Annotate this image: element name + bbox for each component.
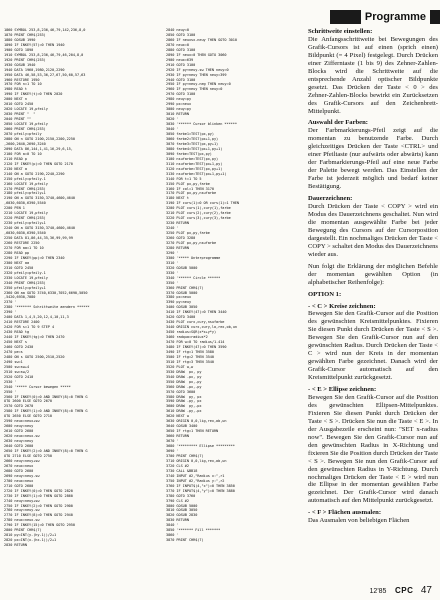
code-line: 2820 px=INT(x-(hx-1))/2+1 xyxy=(4,538,57,543)
code-line: 2000 NEXT n xyxy=(4,97,27,102)
code-line: 3170 PLOT px,py,nsufarbe xyxy=(166,191,217,196)
code-line: 3780 GOTO 3760 xyxy=(166,493,196,498)
code-line: 3420 GOTO 3400 xyxy=(166,315,196,320)
code-line: 1900 GOTO 1890 xyxy=(4,47,34,52)
code-line: 2740 neuy=neuy+sw xyxy=(4,498,40,503)
code-line: OTO 2710 ELSE GOTO 2750 xyxy=(4,453,52,458)
code-line: 2830 RETURN xyxy=(4,543,27,548)
code-line: 2580 IF INKEY(1)=0 AND INKEY(8)=0 THEN G xyxy=(4,409,88,414)
code-line: 3790 CLS #2 xyxy=(166,498,189,503)
code-line: 2370 ' xyxy=(4,300,17,305)
code-line: 2310 GOTO 2450 xyxy=(4,265,34,270)
code-line: 3530 DRAW px, py xyxy=(166,369,202,374)
issue-date: 12'85 xyxy=(369,588,387,595)
code-line: 2330 LOCATE 19,pfeily xyxy=(4,275,48,280)
kreise-paragraph: Bewegen Sie den Grafik-Cursor auf die Position des gewünschten Kreismittelpunktes. Fixieren Sie diesen Punkt durch Drücken der Taste < S >. Bewegen Sie den Grafik-Cursor nun auf den gewünschten Radius. Durch Drücken der Taste < C > wird nun der Kreis in der momentan gewählten Farbe gezeichnet. Danach wird der Grafik-Cursor automatisch auf den Kreismittelpunkt zurückgesetzt. xyxy=(308,310,438,382)
code-line: 1980 READ t xyxy=(4,87,27,92)
code-line: 2200 PEN 1 xyxy=(4,206,25,211)
code-line: 1950 DATA 46,58,53,36,27,67,50,60,57,63 xyxy=(4,72,86,77)
code-line: 3310 ' xyxy=(166,260,179,265)
code-line: 3810 GOSUB 3050 xyxy=(166,508,198,513)
code-line: 3150 PLOT px,py,farbe xyxy=(166,181,210,186)
code-line: 2790 IF INKEY(15)=0 THEN GOTO 2950 xyxy=(4,523,75,528)
code-line: 1960 RESTORE 1950 xyxy=(4,77,40,82)
code-line: 3460 radqua=radius*2 xyxy=(166,335,208,340)
code-line: 2020 LOCATE 19,pfeily xyxy=(4,107,48,112)
code-line: 3620 NEXT w xyxy=(166,414,189,419)
code-line: 3230 RETURN xyxy=(166,221,189,226)
code-line: 3270 PLOT px,py,nsufarbe xyxy=(166,240,217,245)
code-line: 2070 pfeily=pfeily xyxy=(4,132,42,137)
code-line: 3070 farbe3=TEST(px,py+1) xyxy=(166,141,219,146)
code-line: 2550 ' xyxy=(4,389,17,394)
code-line: 2520 GOTO 2410 xyxy=(4,374,34,379)
code-line: 2340 PRINT CHR$(253) xyxy=(4,280,46,285)
code-line: 2060 PRINT CHR$(253) xyxy=(4,127,46,132)
code-line: 1870 PRINT CHR$(253) xyxy=(4,32,46,37)
code-line: 3520 PLOT w,w xyxy=(166,364,194,369)
code-line: 2080 ON n GOTO 2100,2150,2200,2250 xyxy=(4,136,75,141)
listing-column-right xyxy=(166,28,304,584)
code-line: 3860 ' xyxy=(166,533,179,538)
code-line: 2850 GOTO 3100 xyxy=(166,32,196,37)
code-line: 3410 IF INKEY(47)=0 THEN 3440 xyxy=(166,310,227,315)
code-line: 2770 IF INKEY(8)=0 THEN GOTO 2940 xyxy=(4,513,73,518)
code-line: ,5420,6930,7080 xyxy=(4,295,36,300)
code-line: 2560 IF INKEY(0)=0 AND INKEY(8)=0 THEN G xyxy=(4,394,88,399)
code-line: 2640 GOTO 2600 xyxy=(4,444,34,449)
dauer-heading: Dauerzeichnen: xyxy=(308,195,353,203)
ellipse-paragraph: Bewegen Sie den Grafik-Cursor auf die Position des gewünschten Ellipsen-Mittelpunktes. Fixieren Sie diesen Punkt durch Drücken der Taste < S >. Drücken Sie nun die Taste < E >. In der Ausgabezeile erscheint nun: "SET x-radius now". Bewegen Sie den Grafik-Cursor nun auf den gewünschten Radius in X-Richtung und fixieren Sie die Position durch Drücken der Taste < S >. Bewegen Sie nun den Grafik-Cursor auf den gewünschten Radius in Y-Richtung. Durch nochmaliges Drücken der Taste < E > wird nun die Ellipse in der momentan gewählten Farbe gezeichnet. Der Grafik-Cursor wird danach automatisch auf den Mittelpunkt zurückgesetzt. xyxy=(308,393,438,505)
code-line: 3550 DRAW px,-py xyxy=(166,379,202,384)
code-line: 3180 NEXT t xyxy=(166,196,189,201)
code-line: 3600 DRAW py,-px xyxy=(166,404,202,409)
article-column xyxy=(308,28,438,584)
colors-heading: Auswahl der Farben: xyxy=(308,119,368,127)
code-line: 2940 GOTO 3100 xyxy=(166,77,196,82)
code-line: 3280 RETURN xyxy=(166,245,189,250)
code-line: 3260 GOTO 3280 xyxy=(166,236,196,241)
code-line: 3590 DRAW -py, px xyxy=(166,399,202,404)
code-line: 2120 IF INKEY(p)=0 THEN GOTO 2170 xyxy=(4,161,73,166)
code-line: 2680 GOTO 2600 xyxy=(4,468,34,473)
code-line: 2420 FOR s=1 TO 9 STEP 4 xyxy=(4,325,55,330)
code-line: 3760 IF INPUT$(4,"x")=0 THEN 3850 xyxy=(166,483,235,488)
code-line: 3010 RETURN xyxy=(166,112,189,117)
code-line: 3340 '****** Circle ****** xyxy=(166,275,221,280)
code-line: 3650 IF rtg=1 THEN RETURN xyxy=(166,429,219,434)
code-line: 2140 ON a GOTO 2190,2240,2290 xyxy=(4,171,65,176)
dauer-paragraph: Durch Drücken der Taste < COPY > wird ein Modus des Dauerzeichnens geschaltet. Nun wird die momentan ausgewählte Farbe bei jeder Bewegung des Cursors auf der Cursorposition dargestellt. Ein nochmaliges Drücken der Taste < COPY > schaltet den Modus des Dauerzeichnens wieder aus. xyxy=(308,203,438,258)
code-line: 3560 DRAW -px,-py xyxy=(166,384,202,389)
code-line: 3580 DRAW py, px xyxy=(166,394,202,399)
code-line: 2570 GOTO 2670 xyxy=(4,404,34,409)
code-line: 2620 neux=neux-sw xyxy=(4,434,40,439)
code-line: 2280 READ pp xyxy=(4,250,30,255)
code-line: 2750 IF INKEY(2)=0 THEN GOTO 2900 xyxy=(4,503,73,508)
code-line: 2480 ON s GOTO 2500,2510,2520 xyxy=(4,354,65,359)
code-line: 3390 py=neuy xyxy=(166,300,192,305)
code-line: 3640 GOSUB 3400 xyxy=(166,424,198,429)
code-line: 3050 farbe1=TEST(px,py) xyxy=(166,132,214,137)
code-line: 2630 neuy=neuy xyxy=(4,439,34,444)
code-line: 2530 ' xyxy=(4,379,17,384)
fill-paragraph: Das Ausmalen von beliebigen Flächen xyxy=(308,517,410,525)
code-line: 3690 ' xyxy=(166,449,179,454)
code-line: 2710 GOTO 2600 xyxy=(4,483,34,488)
code-line: 2220 PRINT CHR$(253) xyxy=(4,216,46,221)
code-line: 2920 IF py<neuy-sw THEN neuy=0 xyxy=(166,67,229,72)
code-line: 1940 DATA 1960,1980,2120,2290 xyxy=(4,67,65,72)
code-line: 1880 GOSUB 1990 xyxy=(4,37,36,42)
code-line: 3540 DRAW -px, py xyxy=(166,374,202,379)
code-line: 2780 neux=neux-sw xyxy=(4,518,40,523)
code-line: 3110 nsufarbe=TEST(px+1,py) xyxy=(166,161,223,166)
code-line: 2720 IF INKEY(0)=0 THEN GOTO 2820 xyxy=(4,488,73,493)
code-line: 2360 ON aa GOTO 3740,6330,7052,6690,5050 xyxy=(4,290,88,295)
code-line: 2450 NEXT s xyxy=(4,340,27,345)
page-footer xyxy=(370,585,432,596)
code-line: 2910 GOTO 3100 xyxy=(166,62,196,67)
code-line: 2610 GOTO 2600 xyxy=(4,429,34,434)
code-line: 2320 pfeily=pfeily-1 xyxy=(4,270,46,275)
code-line: 2190 ON a GOTO 3150,3740,4600,4640 xyxy=(4,196,75,201)
code-line: 2290 IF INKEY(pp)=0 THEN 2340 xyxy=(4,255,65,260)
fill-heading: - < F > Flächen ausmalen: xyxy=(308,509,382,517)
code-line: 2400 DATA 1,4,5,20,12,4,10,11,3 xyxy=(4,315,69,320)
code-line: 3500 IF rtg=2 THEN 3540 xyxy=(166,354,214,359)
code-line: 2800 PRINT CHR$(7) xyxy=(4,528,42,533)
code-line: 2540 '***** Cursor bewegen ***** xyxy=(4,384,71,389)
magazine-logo: CPC xyxy=(394,586,414,595)
code-line: 3870 PRINT CHR$(7) xyxy=(166,538,204,543)
code-line: 3740 INPUT #2,"Radius x:",r1 xyxy=(166,473,225,478)
code-line: 1930 GOSUB 1940 xyxy=(4,62,36,67)
code-line: 2990 px=neux xyxy=(166,102,192,107)
code-line: 2250 DATA 81,86,44,35,36,99,99,99 xyxy=(4,236,73,241)
code-line: 2440 IF INKEY(tg)=0 THEN 2470 xyxy=(4,335,65,340)
code-line: 3100 nsufarbe=TEST(px,py) xyxy=(166,156,219,161)
code-line: ,6030,6030,6390,5540 xyxy=(4,201,46,206)
code-line: 3800 GOSUB 5000 xyxy=(166,503,198,508)
code-line: 2890 IF neux=0 THEN GOTO 3060 xyxy=(166,52,227,57)
code-line: 3440 ORIGIN curx,cury,lo,rex,ob,un xyxy=(166,325,237,330)
code-line: 2900 neux=639 xyxy=(166,57,194,62)
code-line: 2700 neux=neux xyxy=(4,478,34,483)
code-line: 3320 GOSUB 5000 xyxy=(166,265,198,270)
code-line: 3090 farbe=TEST(px,py) xyxy=(166,151,212,156)
code-line: 2500 sw=sw+4 xyxy=(4,364,30,369)
code-line: 3450 radius=SQR(x*x+y*y) xyxy=(166,330,217,335)
code-line: 2240 ON a GOTO 3150,3740,4600,4640 xyxy=(4,226,75,231)
code-line: 2490 sw=1 xyxy=(4,359,23,364)
code-line: 2470 pe=s xyxy=(4,349,23,354)
code-line: 3670 ' xyxy=(166,439,179,444)
code-line: 2150 pfeily=pfeily-1 xyxy=(4,176,46,181)
code-line: 2390 ' xyxy=(4,310,17,315)
code-line: 2090 DATA 86,144,1,41,16,29,6,15, xyxy=(4,146,73,151)
code-line: ,6030,6030,6390,5540 xyxy=(4,231,46,236)
code-line: 2840 neuy=0 xyxy=(166,28,189,32)
code-line: 2430 READ tg xyxy=(4,330,30,335)
section-title: Programme xyxy=(361,10,430,24)
code-line: 3240 ' xyxy=(166,226,179,231)
code-line: 3360 PRINT CHR$(7) xyxy=(166,285,204,290)
code-line: 3400 GOSUB 3050 xyxy=(166,305,198,310)
code-line: 3160 IF col=1 THEN 3170 xyxy=(166,186,214,191)
code-line: 1920 PRINT CHR$(253) xyxy=(4,57,46,62)
code-line: 2980 neuy=py xyxy=(166,97,192,102)
code-line: 3660 RETURN xyxy=(166,434,189,439)
code-line: 1860 SYMBOL 253,8,236,46,79,142,236,8,0 xyxy=(4,28,86,32)
code-line: 2950 IF py<neuy-neg THEN neuy=0 xyxy=(166,82,231,87)
code-line: 3510 IF rtg=3 THEN 3540 xyxy=(166,359,214,364)
code-line: 3490 IF rtg=1 THEN 3580 xyxy=(166,349,214,354)
code-line: 3190 IF curs(1)=0 OR curs(1)=1 THEN xyxy=(166,201,239,206)
code-line: 3570 GOTO 3600 xyxy=(166,389,196,394)
options-intro: Nun folgt die Erklärung der möglichen Befehle der momentan gewählten Option (in alphabetischer Reihenfolge): xyxy=(308,262,438,286)
code-line: 2110 READ p xyxy=(4,156,27,161)
code-line: 2130 NEXT a xyxy=(4,166,27,171)
code-line: 3830 RETURN xyxy=(166,518,189,523)
option-heading: OPTION 1: xyxy=(308,290,342,298)
code-line: 3030 '****** Cursor blinken ****** xyxy=(166,122,237,127)
code-line: 3120 nsufarbe=TEST(px,py+1) xyxy=(166,166,223,171)
code-line: 2210 LOCATE 19,pfeily xyxy=(4,211,48,216)
code-line: 3710 ORIGIN 0,0,lig,rex,ob,un xyxy=(166,458,227,463)
code-line: 2160 LOCATE 19,pfeily xyxy=(4,181,48,186)
ellipse-heading: - < E > Ellipse zeichnen: xyxy=(308,386,377,394)
intro-heading: Schrittweite einstellen: xyxy=(308,28,373,35)
code-line: 2030 PRINT " " xyxy=(4,112,36,117)
code-line: 3080 farbe4=TEST(px+1,py+1) xyxy=(166,146,223,151)
code-line: 2810 py=INT(y-(hy-1))/2+1 xyxy=(4,533,57,538)
code-line: 3200 PLOT curs(1),cury(1),farbe xyxy=(166,206,231,211)
code-line: 2670 neux=neux xyxy=(4,463,34,468)
code-line: 2880 GOTO 3100 xyxy=(166,47,196,52)
code-line: 3820 GOSUB 2830 xyxy=(166,513,198,518)
code-line: 1970 FOR n=1 TO 10 xyxy=(4,82,42,87)
code-line: 3700 PRINT CHR$(7) xyxy=(166,453,204,458)
code-line: 3840 ' xyxy=(166,523,179,528)
code-line: 3730 CALL &BB18 xyxy=(166,468,198,473)
code-line: 2170 PRINT CHR$(253) xyxy=(4,186,46,191)
code-line: 3470 FOR w=0 TO radius/1.414 xyxy=(166,340,225,345)
code-line: 2760 neuy=neuy-sw xyxy=(4,508,40,513)
code-line: 3680 '********* Ellipse ********* xyxy=(166,444,235,449)
listing-column-left xyxy=(4,28,162,584)
code-line: 3350 ' xyxy=(166,280,179,285)
code-line: 3060 farbe2=TEST(px+1,py) xyxy=(166,136,219,141)
code-line: 2930 IF py>neuy THEN neuy=399 xyxy=(166,72,227,77)
page-number: 47 xyxy=(420,585,432,596)
code-line: 1910 SYMBOL 253,8,236,46,79,46,204,8,0 xyxy=(4,52,84,57)
code-line: 3750 INPUT #2,"Radius y:",r2 xyxy=(166,478,225,483)
code-line: 3370 GOSUB 5000 xyxy=(166,290,198,295)
code-line: 2180 pfeily=pfeily+1 xyxy=(4,191,46,196)
code-line: 2270 FOR aa=1 TO 10 xyxy=(4,245,44,250)
code-line: 2960 IF py<neuy THEN neuy=0 xyxy=(166,87,223,92)
code-line: 3850 '******* Fill ******* xyxy=(166,528,221,533)
code-line: 2660 neuy=neuy+sw xyxy=(4,458,40,463)
code-line: 3630 ORIGIN 0,0,lig,rex,ob,un xyxy=(166,419,227,424)
code-line: 2730 IF INKEY(1)=0 THEN GOTO 2860 xyxy=(4,493,73,498)
code-line: 2460 GOTO 2430 xyxy=(4,345,34,349)
code-line: 3720 CLS #2 xyxy=(166,463,189,468)
code-line: 2350 pfeily=pfeily+1 xyxy=(4,285,46,290)
code-line: 2970 GOTO 3100 xyxy=(166,92,196,97)
code-line: 3220 PLOT curs(3),cury(3),farbe xyxy=(166,216,231,221)
code-line: 2590 neux=neux+sw xyxy=(4,419,40,424)
code-line: 1990 IF INKEY(t)=0 THEN 2020 xyxy=(4,92,63,97)
code-line: 2860 IF neuxsx-neuy THEN GOTO 3010 xyxy=(166,37,237,42)
code-line: 3250 PLOT px,py,farbe xyxy=(166,231,210,236)
code-line: 2260 RESTORE 2250 xyxy=(4,240,40,245)
code-line: 3140 FOR t=1 TO 5 xyxy=(166,176,202,181)
code-line: 2510 sw=sw/2 xyxy=(4,369,30,374)
code-line: 2600 neuy=neuy xyxy=(4,424,34,429)
code-line: 3020 ' xyxy=(166,117,179,122)
intro-paragraph: Die Anfangsschrittweite bei Bewegungen des Grafik-Cursors ist auf einen (sprich einen) Bildpunkt (= 4 Pixel) festgelegt. Durch Drücken einer Zifferntaste (1 bis 9) des Zehner-Zahlen-Blocks wird die Schrittweite auf die entsprechende Anzahl optischer Bildpunkte gesetzt. Das Drücken der Taste < 0 > des Zehner-Zahlen-Blocks bewirkt ein Zurücksetzen des Grafik-Cursors auf den Zeichenbrett-Mittelpunkt. xyxy=(308,35,438,115)
code-line: 3480 IF INKEY(47)=0 THEN 3590 xyxy=(166,345,227,349)
code-line: 2410 RESTORE 2400 xyxy=(4,320,40,325)
colors-paragraph: Der Farbmarkierungs-Pfeil zeigt auf die momentan zu benutzende Farbe. Durch gleichzeitiges Drücken der Taste <CTRL> und einer Pfeiltaste (nur aufwärts oder abwärts) kann der Farbmarkierungs-Pfeil auf eine neue Farbe der Palette bewegt werden. Das Einstellen der Farbe ist jederzeit möglich und bedarf keiner Bestätigung. xyxy=(308,127,438,191)
code-line: 2100 FOR a=0 TO 10 xyxy=(4,151,42,156)
kreise-heading: - < C > Kreise zeichnen: xyxy=(308,302,376,310)
code-line: OTO 2600 ELSE GOTO 2670 xyxy=(4,399,52,404)
code-line: 3130 nsufarbe=TEST(px+1,py+1) xyxy=(166,171,227,176)
code-line: 2690 neuy=neuy-sw xyxy=(4,473,40,478)
code-line: 2050 LOCATE 19,pfeily xyxy=(4,122,48,127)
code-line: 2650 IF INKEY(2)=0 AND INKEY(8)=0 THEN G xyxy=(4,449,88,454)
code-line: 1890 IF INKEY(57)=0 THEN 1940 xyxy=(4,42,65,47)
code-line: 2010 GOTO 2450 xyxy=(4,102,34,107)
code-line: 3000 neuy=py xyxy=(166,107,192,112)
code-line: 2040 PRINT "" xyxy=(4,117,32,122)
code-line: 2380 '******* Schrittweite aendern ****** xyxy=(4,305,90,310)
code-line: 3770 IF INPUT$(4,"y")=0 THEN 3880 xyxy=(166,488,235,493)
code-line: 3380 px=neux xyxy=(166,295,192,300)
code-line: 3430 PLOT curx,cury,nsufarbe xyxy=(166,320,225,325)
code-line: 3330 ' xyxy=(166,270,179,275)
code-line: OTO 2650 ELSE GOTO 2710 xyxy=(4,414,52,419)
code-line: 3290 ' xyxy=(166,250,179,255)
code-line: 3610 DRAW -py,-px xyxy=(166,409,202,414)
code-line: 3210 PLOT curs(2),cury(2),farbe xyxy=(166,211,231,216)
code-line: 3300 '***** Unterprogramme xyxy=(166,255,221,260)
code-line: 2870 neux=0 xyxy=(166,42,189,47)
code-line: 2230 pfeily=pfeily+1 xyxy=(4,221,46,226)
code-line: 2300 NEXT aa xyxy=(4,260,30,265)
code-line: ,2600,2640,2690,3240 xyxy=(4,141,46,146)
code-line: 3040 ' xyxy=(166,127,179,132)
